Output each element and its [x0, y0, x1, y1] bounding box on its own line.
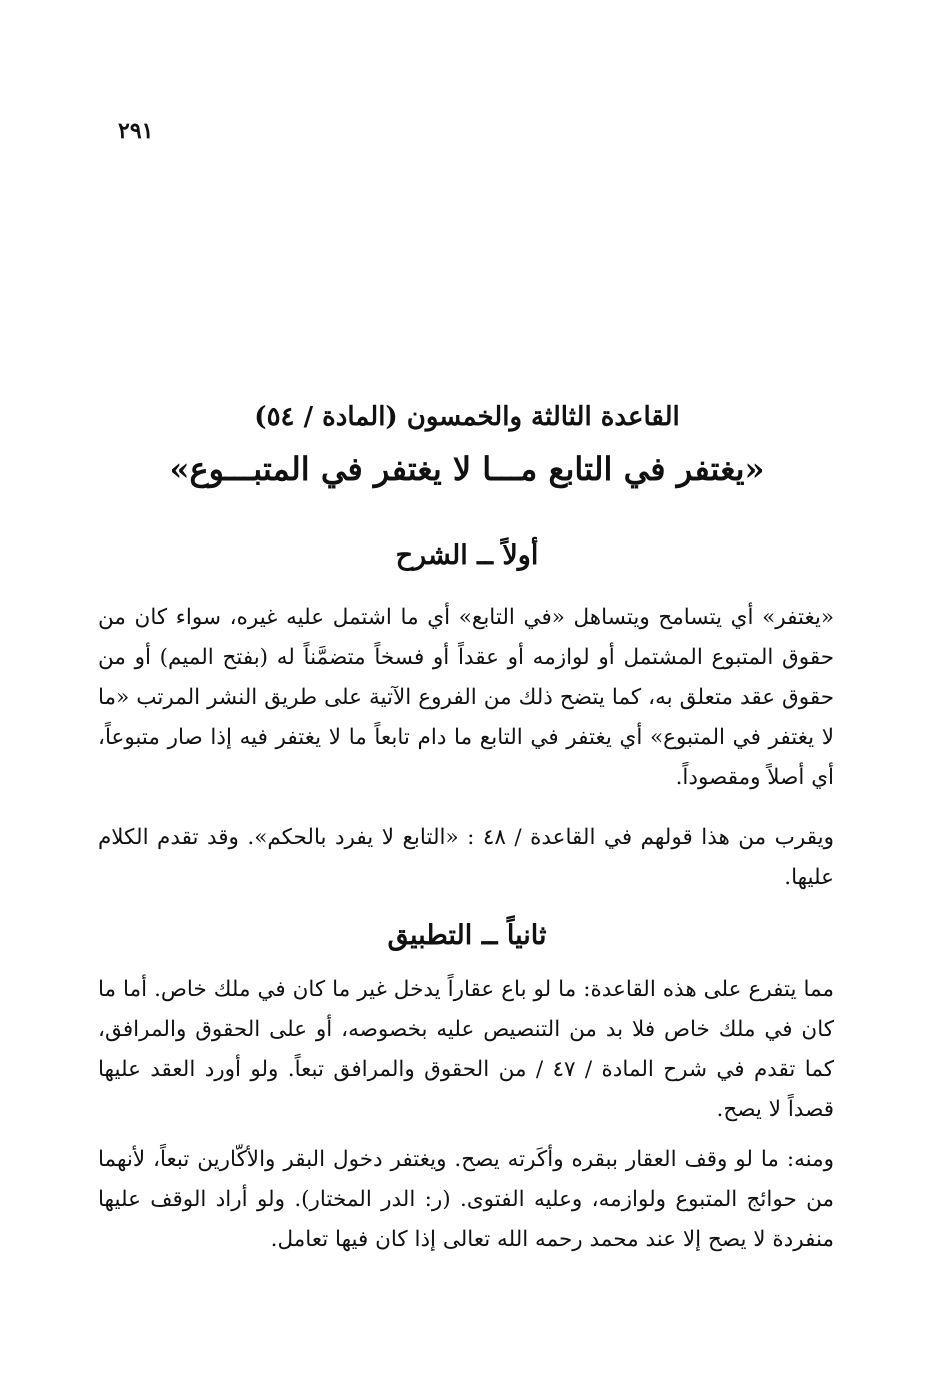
paragraph: ويقرب من هذا قولهم في القاعدة / ٤٨ : «التابع لا يفرد بالحكم». وقد تقدم الكلام عليها.: [98, 825, 834, 890]
rule-text: «يغتفر في التابع مـــا لا يغتفر في المتبـــوع»: [169, 450, 765, 488]
paragraph: مما يتفرع على هذه القاعدة: ما لو باع عقاراً يدخل غير ما كان في ملك خاص. أما ما كان في ملك خاص فلا بد من التنصيص عليه بخصوصه، أو على الحقوق والمرافق، كما تقدم في شرح المادة / ٤٧ / من الحقوق والمرافق تبعاً. ولو أورد العقد عليها قصداً لا يصح.: [98, 977, 834, 1122]
section-heading-application: ثانياً ــ التطبيق: [387, 920, 547, 951]
rule-title: القاعدة الثالثة والخمسون (المادة / ٥٤): [254, 402, 680, 432]
section-heading-explanation: أولاً ــ الشرح: [395, 540, 539, 571]
paragraph: ومنه: ما لو وقف العقار ببقره وأكَرته يصح. ويغتفر دخول البقر والأكّارين تبعاً، لأنهما من حوائج المتبوع ولوازمه، وعليه الفتوى. (ر: الدر المختار). ولو أراد الوقف عليها منفردة لا يصح إلا عند محمد رحمه الله تعالى إذا كان فيها تعامل.: [98, 1147, 834, 1252]
page-number: ٢٩١: [118, 118, 154, 144]
paragraph: «يغتفر» أي يتسامح ويتساهل «في التابع» أي ما اشتمل عليه غيره، سواء كان من حقوق المتبوع المشتمل أو لوازمه أو عقداً أو فسخاً متضمَّناً له (بفتح الميم) أو من حقوق عقد متعلق به، كما يتضح ذلك من الفروع الآتية على طريق النشر المرتب «ما لا يغتفر في المتبوع» أي يغتفر في التابع ما دام تابعاً ما لا يغتفر فيه إذا صار متبوعاً، أي أصلاً ومقصوداً.: [98, 605, 834, 790]
